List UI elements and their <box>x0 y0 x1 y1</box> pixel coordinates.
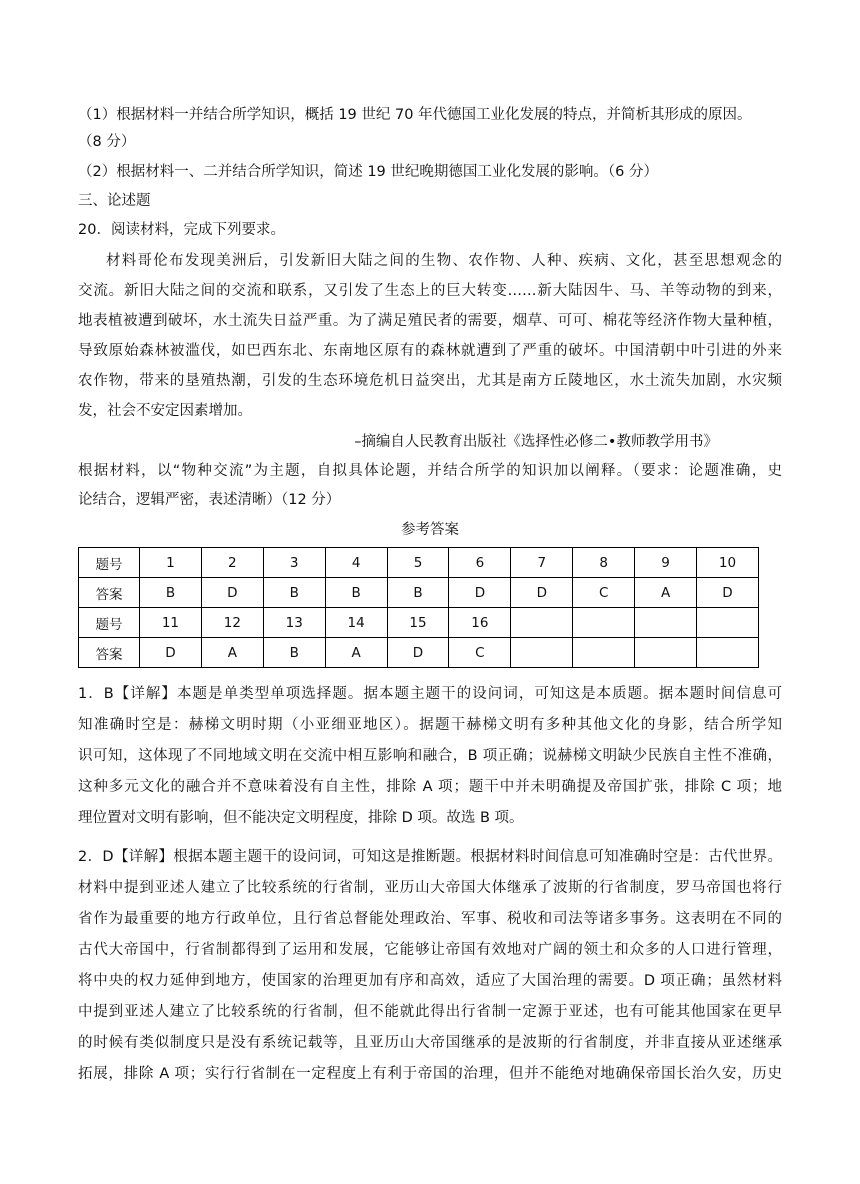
table-cell: D <box>201 578 263 608</box>
table-row <box>79 638 759 668</box>
task-line-2: 论结合，逻辑严密，表述清晰）（12 分） <box>78 492 341 508</box>
explanation-line: 材料中提到亚述人建立了比较系统的行省制，亚历山大帝国大体继承了波斯的行省制度，罗马帝国也将行 <box>78 880 782 896</box>
table-cell: A <box>635 578 697 608</box>
table-cell: B <box>263 638 325 668</box>
task-line-1: 根据材料，以“物种交流”为主题，自拟具体论题，并结合所学的知识加以阐释。（要求：论题准确，史 <box>78 463 782 479</box>
table-cell: 答案 <box>79 578 140 608</box>
table-cell <box>573 638 635 668</box>
table-cell: 8 <box>573 548 635 578</box>
question-20: 20．阅读材料，完成下列要求。 <box>78 222 285 238</box>
table-cell <box>511 608 573 638</box>
question-1-line-2: （8 分） <box>78 134 136 150</box>
table-cell: D <box>140 638 202 668</box>
explanation-line: 拓展，排除 A 项；实行行省制在一定程度上有利于帝国的治理，但并不能绝对地确保帝国长治久安，历史 <box>78 1066 782 1082</box>
explanation-line: 2．D【详解】根据本题主题干的设问词，可知这是推断题。根据材料时间信息可知准确时空是：古代世界。 <box>78 849 782 865</box>
table-cell: 13 <box>263 608 325 638</box>
table-cell: 答案 <box>79 638 140 668</box>
answers-title: 参考答案 <box>401 522 459 538</box>
explanation-line: 的时候有类似制度只是没有系统记载等，且亚历山大帝国继承的是波斯的行省制度，并非直接从亚述继承 <box>78 1035 782 1051</box>
answer-table <box>78 547 759 668</box>
explanation-line: 省作为最重要的地方行政单位，且行省总督能处理政治、军事、税收和司法等诸多事务。这表明在不同的 <box>78 911 782 927</box>
explanation-line: 古代大帝国中，行省制都得到了运用和发展，它能够让帝国有效地对广阔的领土和众多的人口进行管理， <box>78 942 782 958</box>
explanation-line: 1．B【详解】本题是单类型单项选择题。据本题主题干的设问词，可知这是本质题。据本题时间信息可 <box>78 686 782 702</box>
table-cell: 9 <box>635 548 697 578</box>
material-line: 地表植被遭到破坏，水土流失日益严重。为了满足殖民者的需要，烟草、可可、棉花等经济作物大量种植， <box>78 313 782 329</box>
explanation-line: 将中央的权力延伸到地方，使国家的治理更加有序和高效，适应了大国治理的需要。D 项正确；虽然材料 <box>78 973 782 989</box>
table-cell: 4 <box>325 548 387 578</box>
explanation-line: 知准确时空是：赫梯文明时期（小亚细亚地区）。据题干赫梯文明有多种其他文化的身影，结合所学知 <box>78 717 782 733</box>
table-cell: B <box>387 578 449 608</box>
table-cell <box>573 608 635 638</box>
table-cell: A <box>325 638 387 668</box>
table-row <box>79 578 759 608</box>
table-row <box>79 608 759 638</box>
material-line: 材料哥伦布发现美洲后，引发新旧大陆之间的生物、农作物、人种、疾病、文化，甚至思想观念的 <box>106 253 782 269</box>
table-cell: C <box>449 638 511 668</box>
table-cell: 1 <box>140 548 202 578</box>
table-cell: 5 <box>387 548 449 578</box>
material-source: –摘编自人民教育出版社《选择性必修二•教师教学用书》 <box>354 434 718 450</box>
table-cell: B <box>325 578 387 608</box>
table-cell: 6 <box>449 548 511 578</box>
table-cell <box>697 608 759 638</box>
material-line: 导致原始森林被滥伐，如巴西东北、东南地区原有的森林就遭到了严重的破坏。中国清朝中叶引进的外来 <box>78 343 782 359</box>
table-cell: D <box>511 578 573 608</box>
explanation-line: 识可知，这体现了不同地域文明在交流中相互影响和融合，B 项正确；说赫梯文明缺少民族自主性不准确， <box>78 748 782 764</box>
question-2: （2）根据材料一、二并结合所学知识，简述 19 世纪晚期德国工业化发展的影响。（6 分） <box>78 164 658 180</box>
table-cell: C <box>573 578 635 608</box>
table-cell: 14 <box>325 608 387 638</box>
material-line: 交流。新旧大陆之间的交流和联系，又引发了生态上的巨大转变……新大陆因牛、马、羊等动物的到来， <box>78 283 782 299</box>
table-cell <box>511 638 573 668</box>
table-row <box>79 548 759 578</box>
table-cell: 7 <box>511 548 573 578</box>
table-cell: 12 <box>201 608 263 638</box>
table-cell: 题号 <box>79 548 140 578</box>
table-cell: B <box>140 578 202 608</box>
table-cell: 2 <box>201 548 263 578</box>
explanation-line: 这种多元文化的融合并不意味着没有自主性，排除 A 项；题干中并未明确提及帝国扩张，排除 C 项；地 <box>78 779 782 795</box>
section-heading: 三、论述题 <box>78 193 151 209</box>
table-cell: 11 <box>140 608 202 638</box>
table-cell: 题号 <box>79 608 140 638</box>
table-cell: D <box>449 578 511 608</box>
table-cell: A <box>201 638 263 668</box>
table-cell: B <box>263 578 325 608</box>
table-cell: 3 <box>263 548 325 578</box>
explanation-line: 理位置对文明有影响，但不能决定文明程度，排除 D 项。故选 B 项。 <box>78 810 524 826</box>
explanation-line: 中提到亚述人建立了比较系统的行省制，但不能就此得出行省制一定源于亚述，也有可能其他国家在更早 <box>78 1004 782 1020</box>
material-line: 发，社会不安定因素增加。 <box>78 403 252 419</box>
material-line: 农作物，带来的垦殖热潮，引发的生态环境危机日益突出，尤其是南方丘陵地区，水土流失加剧，水灾频 <box>78 373 782 389</box>
table-cell: D <box>387 638 449 668</box>
table-cell <box>635 638 697 668</box>
question-1-line-1: （1）根据材料一并结合所学知识，概括 19 世纪 70 年代德国工业化发展的特点，并简析其形成的原因。 <box>78 107 752 123</box>
table-cell: 16 <box>449 608 511 638</box>
table-cell: 10 <box>697 548 759 578</box>
table-cell <box>697 638 759 668</box>
table-cell: D <box>697 578 759 608</box>
table-cell <box>635 608 697 638</box>
table-cell: 15 <box>387 608 449 638</box>
